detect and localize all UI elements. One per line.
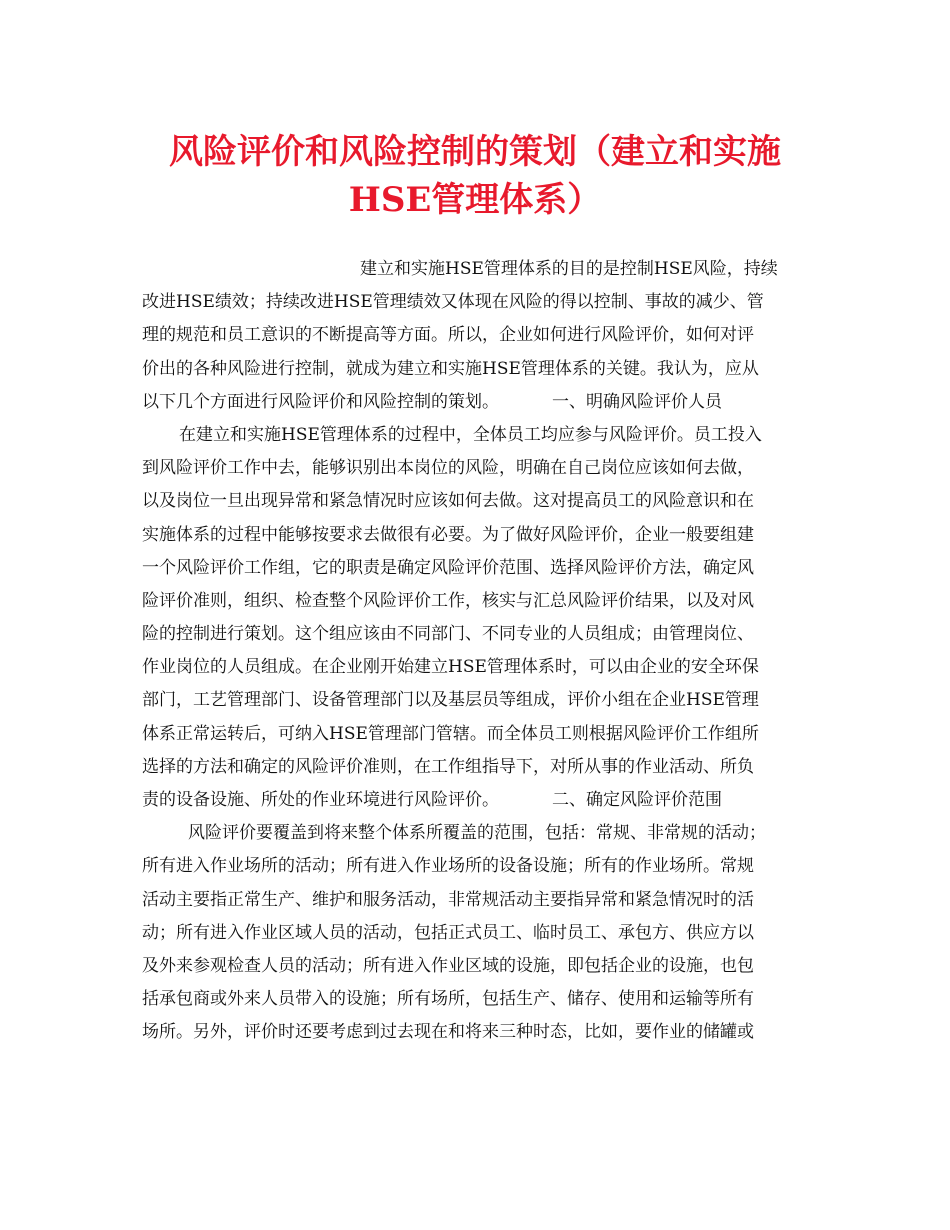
body-text: 以下几个方面进行风险评价和风险控制的策划。: [142, 391, 499, 412]
body-line: 到风险评价工作中去，能够识别出本岗位的风险，明确在自己岗位应该如何去做，: [142, 458, 754, 479]
body-line: 动；所有进入作业区域人员的活动，包括正式员工、临时员工、承包方、供应方以: [142, 922, 754, 943]
body-line: 所有进入作业场所的活动；所有进入作业场所的设备设施；所有的作业场所。常规: [142, 856, 754, 877]
body-line: 作业岗位的人员组成。在企业刚开始建立HSE管理体系时，可以由企业的安全环保: [142, 657, 759, 678]
body-line: 括承包商或外来人员带入的设施；所有场所，包括生产、储存、使用和运输等所有: [142, 989, 754, 1010]
body-line: 场所。另外，评价时还要考虑到过去现在和将来三种时态，比如，要作业的储罐或: [142, 1022, 754, 1043]
body-line: 活动主要指正常生产、维护和服务活动，非常规活动主要指异常和紧急情况时的活: [142, 889, 754, 910]
body-line: 部门，工艺管理部门、设备管理部门以及基层员等组成，评价小组在企业HSE管理: [142, 690, 759, 711]
document-title-line-2: HSE管理体系）: [348, 180, 602, 220]
document-body: [142, 253, 812, 1050]
body-line: 建立和实施HSE管理体系的目的是控制HSE风险，持续: [360, 259, 778, 279]
body-line-with-heading: [142, 386, 812, 419]
document-title-line-1: 风险评价和风险控制的策划（建立和实施: [169, 132, 781, 172]
body-text: 责的设备设施、所处的作业环境进行风险评价。: [142, 790, 499, 810]
body-line: 改进HSE绩效；持续改进HSE管理绩效又体现在风险的得以控制、事故的减少、管: [142, 292, 764, 313]
body-line: 风险评价要覆盖到将来整个体系所覆盖的范围，包括：常规、非常规的活动；: [188, 823, 766, 844]
section-heading-2: 二、确定风险评价范围: [552, 790, 722, 810]
body-line: 选择的方法和确定的风险评价准则，在工作组指导下，对所从事的作业活动、所负: [142, 756, 754, 777]
body-line: 一个风险评价工作组，它的职责是确定风险评价范围、选择风险评价方法，确定风: [142, 557, 754, 578]
body-line: 在建立和实施HSE管理体系的过程中，全体员工均应参与风险评价。员工投入: [179, 424, 762, 445]
body-line: 理的规范和员工意识的不断提高等方面。所以，企业如何进行风险评价，如何对评: [142, 325, 754, 346]
body-line: 实施体系的过程中能够按要求去做很有必要。为了做好风险评价，企业一般要组建: [142, 524, 754, 545]
body-line-with-heading: [142, 784, 812, 817]
section-heading-1: 一、明确风险评价人员: [552, 391, 722, 412]
body-line: 及外来参观检查人员的活动；所有进入作业区域的设施，即包括企业的设施，也包: [142, 955, 754, 976]
body-line: 险评价准则，组织、检查整个风险评价工作，核实与汇总风险评价结果，以及对风: [142, 590, 754, 611]
body-line: 价出的各种风险进行控制，就成为建立和实施HSE管理体系的关键。我认为，应从: [142, 358, 759, 379]
body-line: 体系正常运转后，可纳入HSE管理部门管辖。而全体员工则根据风险评价工作组所: [142, 723, 759, 744]
body-line: 以及岗位一旦出现异常和紧急情况时应该如何去做。这对提高员工的风险意识和在: [142, 491, 754, 512]
body-line: 险的控制进行策划。这个组应该由不同部门、不同专业的人员组成；由管理岗位、: [142, 624, 754, 645]
